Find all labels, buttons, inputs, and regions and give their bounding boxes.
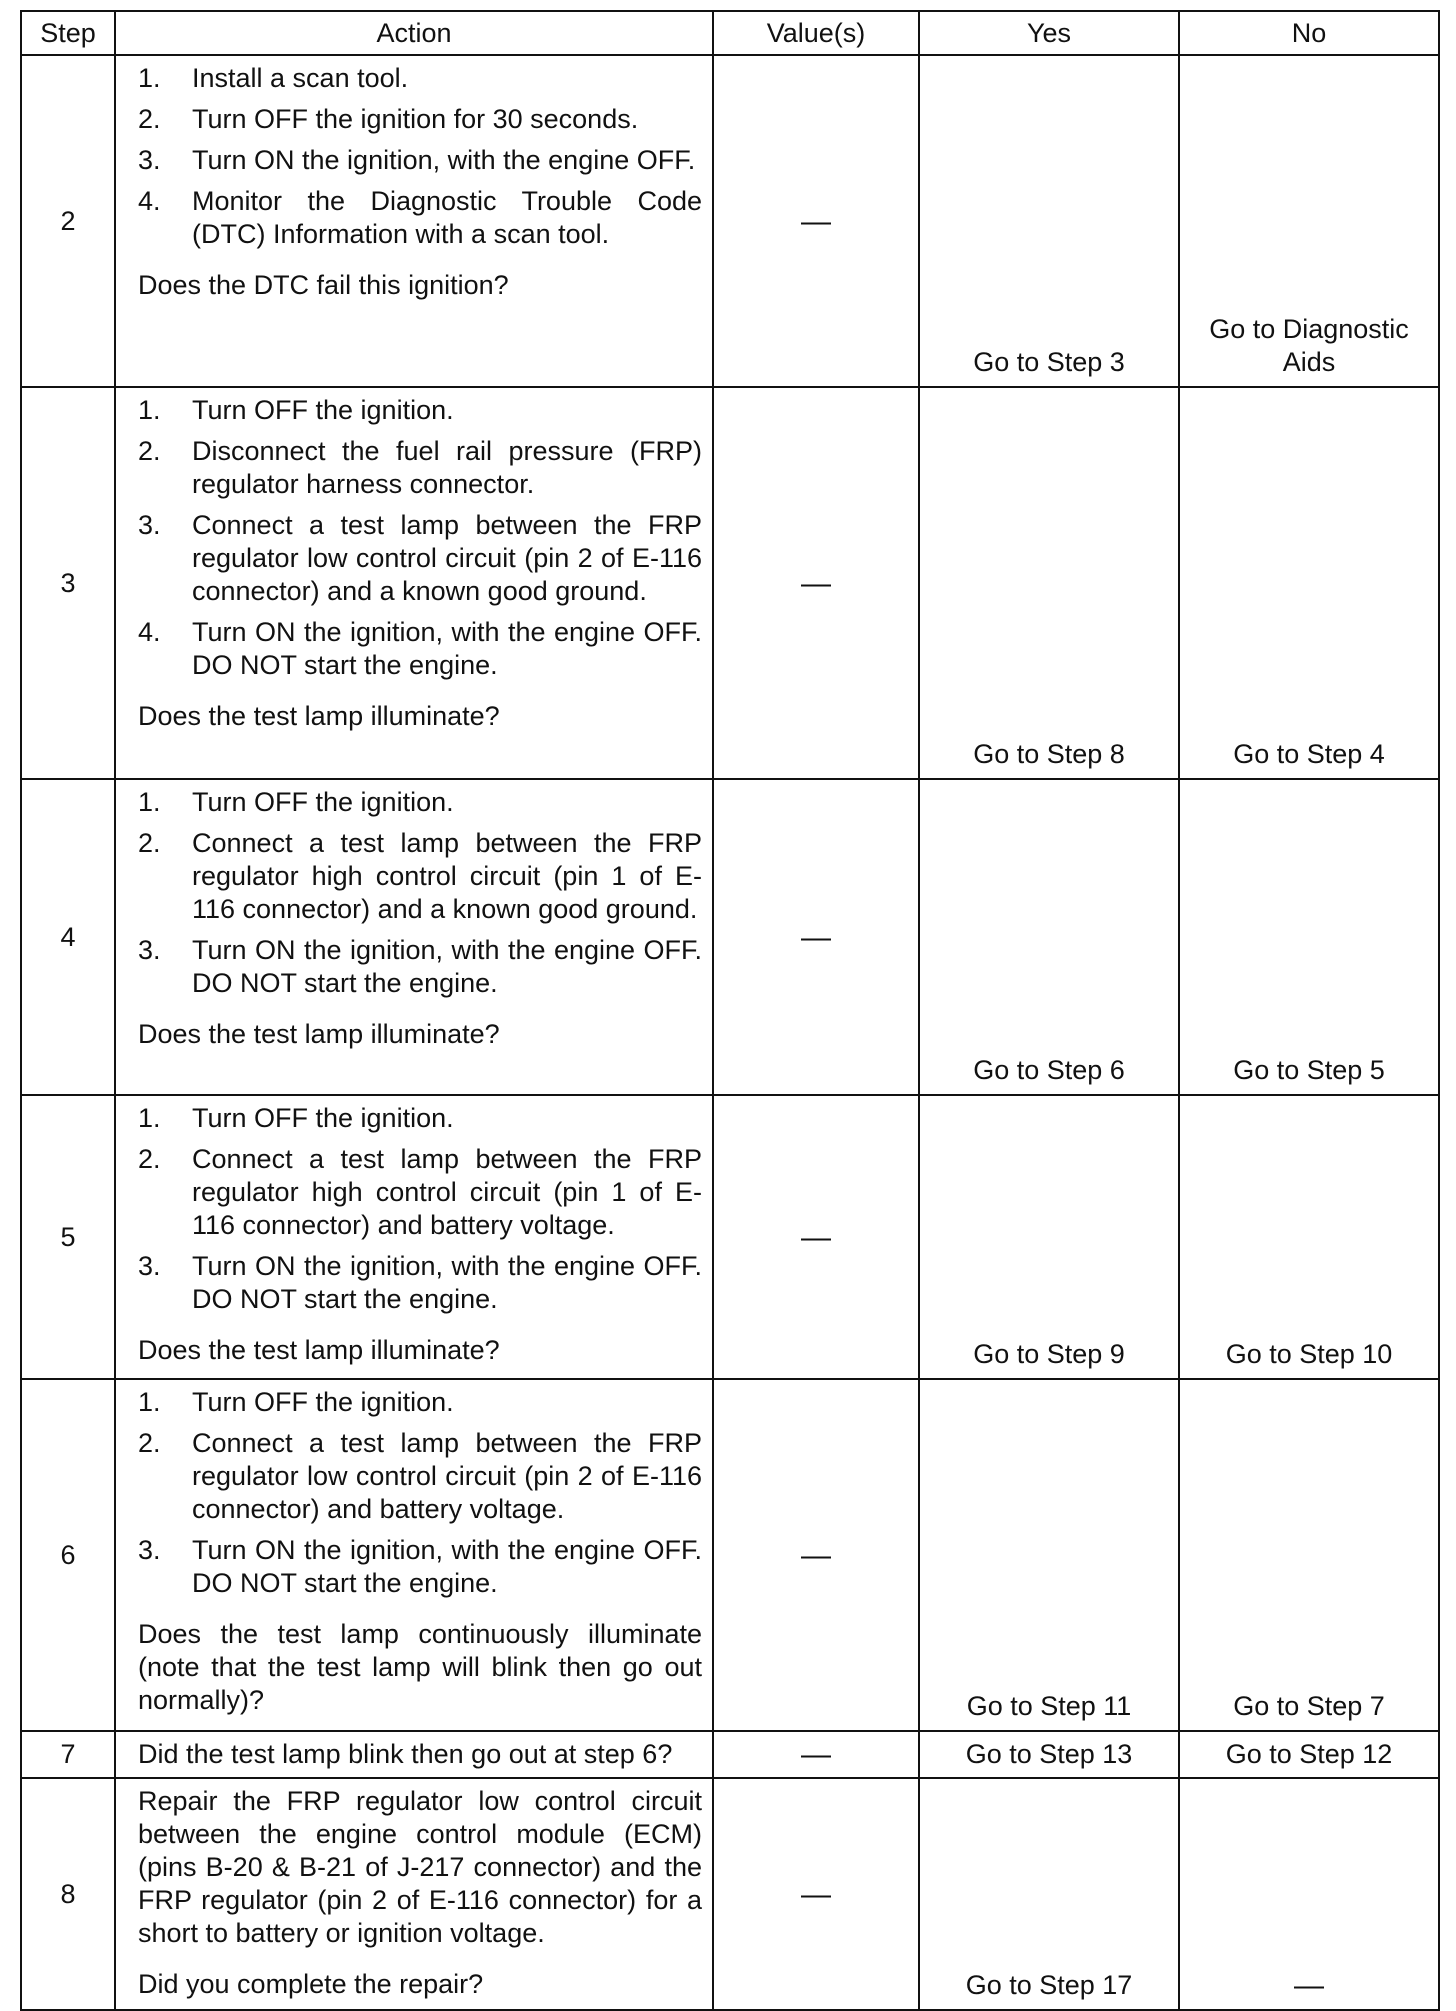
action-list: [138, 1102, 702, 1316]
no-cell: Go to Step 10: [1179, 1095, 1439, 1379]
list-item: 4. Turn ON the ignition, with the engine OFF. DO NOT start the engine.: [138, 617, 702, 680]
step-number: 7: [21, 1731, 115, 1778]
yes-cell: Go to Step 8: [919, 387, 1179, 779]
question-text: Did you complete the repair?: [138, 1969, 484, 1999]
no-cell: Go to Diagnostic Aids: [1179, 55, 1439, 387]
step-number: 3: [21, 387, 115, 779]
table-row: [21, 1095, 1439, 1379]
list-item: 2. Turn OFF the ignition for 30 seconds.: [138, 104, 639, 134]
list-item: 3. Turn ON the ignition, with the engine OFF. DO NOT start the engine.: [138, 1251, 702, 1314]
value-cell: —: [713, 779, 919, 1095]
no-cell: —: [1179, 1778, 1439, 2010]
table-row: [21, 1778, 1439, 2010]
table-row: [21, 1731, 1439, 1778]
value-cell: —: [713, 1095, 919, 1379]
yes-cell: Go to Step 17: [919, 1778, 1179, 2010]
list-item: 4. Monitor the Diagnostic Trouble Code (DTC) Information with a scan tool.: [138, 186, 702, 249]
no-cell: Go to Step 4: [1179, 387, 1439, 779]
action-list: [138, 394, 702, 682]
action-cell: [115, 1731, 713, 1778]
header-action: Action: [115, 11, 713, 55]
no-cell: Go to Step 12: [1179, 1731, 1439, 1778]
list-item: 3. Turn ON the ignition, with the engine OFF.: [138, 145, 696, 175]
action-cell: [115, 55, 713, 387]
diagnostic-table: [20, 10, 1440, 2011]
action-list: [138, 1386, 702, 1600]
question-text: Does the test lamp continuously illuminate (note that the test lamp will blink then go out normally)?: [138, 1619, 702, 1715]
header-step: Step: [21, 11, 115, 55]
value-cell: —: [713, 1778, 919, 2010]
question-text: Does the test lamp illuminate?: [138, 1019, 500, 1049]
list-item: 2. Disconnect the fuel rail pressure (FRP) regulator harness connector.: [138, 436, 702, 499]
yes-cell: Go to Step 9: [919, 1095, 1179, 1379]
list-item: 2. Connect a test lamp between the FRP regulator high control circuit (pin 1 of E-116 connector) and battery voltage.: [138, 1144, 702, 1240]
action-cell: [115, 779, 713, 1095]
action-list: [138, 786, 702, 1000]
question-text: Does the DTC fail this ignition?: [138, 270, 509, 300]
action-list: [138, 62, 702, 251]
table-row: [21, 1379, 1439, 1731]
yes-cell: Go to Step 11: [919, 1379, 1179, 1731]
step-number: 6: [21, 1379, 115, 1731]
question-text: Does the test lamp illuminate?: [138, 1335, 500, 1365]
list-item: 1. Turn OFF the ignition.: [138, 395, 454, 425]
header-yes: Yes: [919, 11, 1179, 55]
yes-cell: Go to Step 3: [919, 55, 1179, 387]
list-item: 1. Install a scan tool.: [138, 63, 409, 93]
yes-cell: Go to Step 13: [919, 1731, 1179, 1778]
list-item: 2. Connect a test lamp between the FRP regulator high control circuit (pin 1 of E-116 connector) and a known good ground.: [138, 828, 702, 924]
action-cell: [115, 1095, 713, 1379]
table-row: [21, 387, 1439, 779]
header-no: No: [1179, 11, 1439, 55]
value-cell: —: [713, 1731, 919, 1778]
action-cell: [115, 1778, 713, 2010]
list-item: 3. Turn ON the ignition, with the engine OFF. DO NOT start the engine.: [138, 1535, 702, 1598]
list-item: 1. Turn OFF the ignition.: [138, 787, 454, 817]
action-cell: [115, 387, 713, 779]
header-row: [21, 11, 1439, 55]
question-text: Did the test lamp blink then go out at step 6?: [138, 1739, 673, 1769]
step-number: 8: [21, 1778, 115, 2010]
step-number: 2: [21, 55, 115, 387]
table-row: [21, 779, 1439, 1095]
list-item: 3. Connect a test lamp between the FRP regulator low control circuit (pin 2 of E-116 connector) and a known good ground.: [138, 510, 702, 606]
repair-instruction: Repair the FRP regulator low control circuit between the engine control module (ECM) (pins B-20 & B-21 of J-217 connector) and the FRP regulator (pin 2 of E-116 connector) for a short to battery or ignition voltage.: [138, 1786, 702, 1948]
yes-cell: Go to Step 6: [919, 779, 1179, 1095]
list-item: 3. Turn ON the ignition, with the engine OFF. DO NOT start the engine.: [138, 935, 702, 998]
no-cell: Go to Step 7: [1179, 1379, 1439, 1731]
step-number: 5: [21, 1095, 115, 1379]
value-cell: —: [713, 387, 919, 779]
action-cell: [115, 1379, 713, 1731]
no-cell: Go to Step 5: [1179, 779, 1439, 1095]
list-item: 1. Turn OFF the ignition.: [138, 1387, 454, 1417]
list-item: 2. Connect a test lamp between the FRP regulator low control circuit (pin 2 of E-116 connector) and battery voltage.: [138, 1428, 702, 1524]
value-cell: —: [713, 55, 919, 387]
step-number: 4: [21, 779, 115, 1095]
table-row: [21, 55, 1439, 387]
header-values: Value(s): [713, 11, 919, 55]
value-cell: —: [713, 1379, 919, 1731]
list-item: 1. Turn OFF the ignition.: [138, 1103, 454, 1133]
question-text: Does the test lamp illuminate?: [138, 701, 500, 731]
